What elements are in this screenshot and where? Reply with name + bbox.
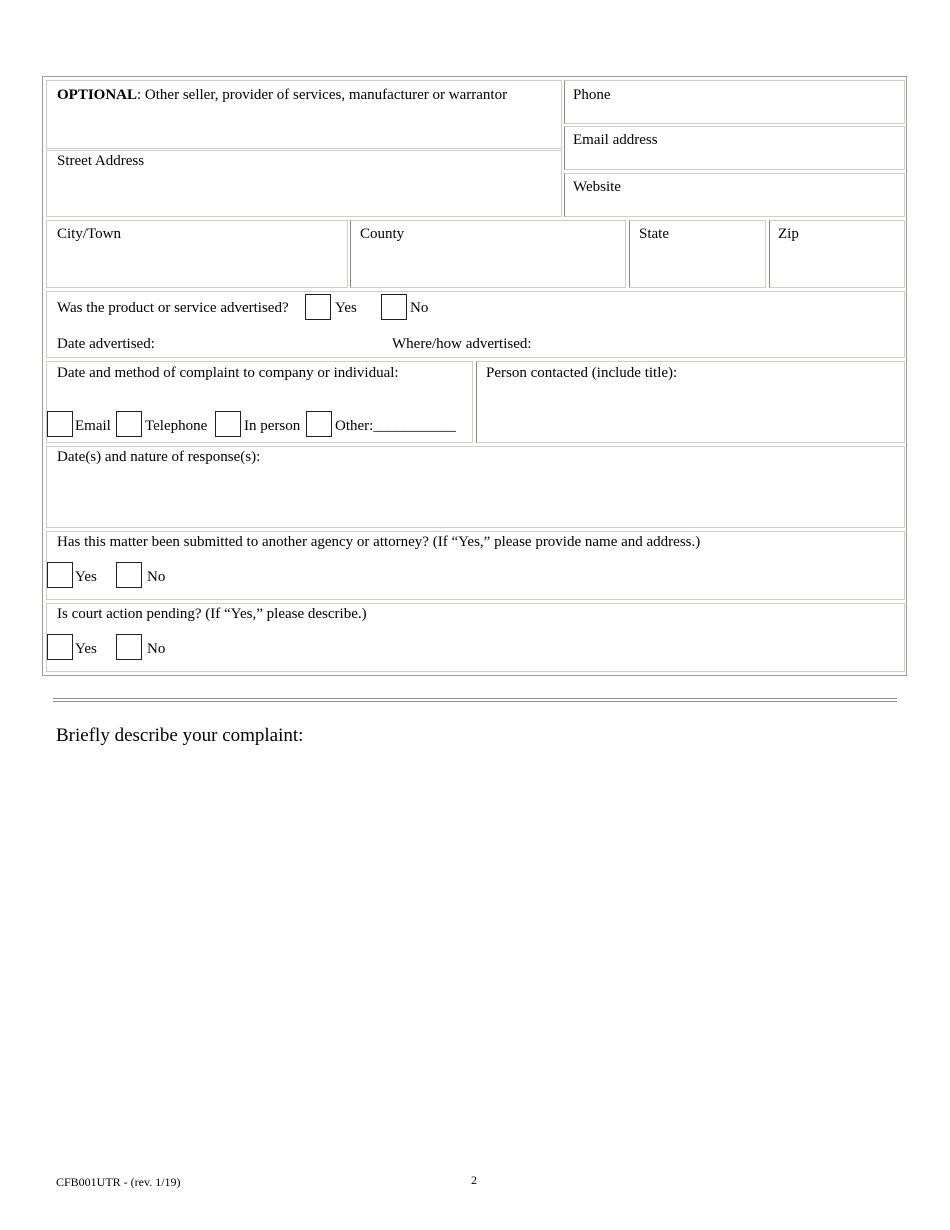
phone-field[interactable] xyxy=(564,80,905,124)
response-label: Date(s) and nature of response(s): xyxy=(57,449,261,465)
court-action-label: Is court action pending? (If “Yes,” please describe.) xyxy=(57,606,367,622)
phone-label: Phone xyxy=(573,87,611,103)
city-label: City/Town xyxy=(57,226,121,242)
zip-label: Zip xyxy=(778,226,799,242)
method-other-checkbox[interactable] xyxy=(306,411,332,437)
method-other-label: Other:___________ xyxy=(335,418,456,434)
county-label: County xyxy=(360,226,405,242)
advertised-yes-checkbox[interactable] xyxy=(305,294,331,320)
court-action-no-checkbox[interactable] xyxy=(116,634,142,660)
advertised-question: Was the product or service advertised? xyxy=(57,300,289,316)
state-field[interactable] xyxy=(629,220,766,288)
method-email-checkbox[interactable] xyxy=(47,411,73,437)
complaint-form-table xyxy=(42,76,907,676)
method-telephone-checkbox[interactable] xyxy=(116,411,142,437)
other-agency-no-checkbox[interactable] xyxy=(116,562,142,588)
other-agency-yes-checkbox[interactable] xyxy=(47,562,73,588)
method-in-person-checkbox[interactable] xyxy=(215,411,241,437)
city-field[interactable] xyxy=(46,220,348,288)
other-agency-label: Has this matter been submitted to another agency or attorney? (If “Yes,” please provide name and address.) xyxy=(57,534,701,550)
optional-label: OPTIONAL: Other seller, provider of services, manufacturer or warrantor xyxy=(57,87,508,103)
advertised-yes-label: Yes xyxy=(335,300,357,316)
method-in-person-label: In person xyxy=(244,418,301,434)
county-field[interactable] xyxy=(350,220,626,288)
person-contacted-field[interactable] xyxy=(476,361,905,443)
other-agency-section xyxy=(46,531,905,600)
state-label: State xyxy=(639,226,669,242)
section-divider xyxy=(53,698,897,702)
method-email-label: Email xyxy=(75,418,111,434)
email-address-field[interactable] xyxy=(564,126,905,170)
street-address-field[interactable] xyxy=(46,150,562,217)
page-number: 2 xyxy=(471,1173,477,1187)
response-field[interactable] xyxy=(46,446,905,528)
court-action-section xyxy=(46,603,905,672)
brief-complaint-label: Briefly describe your complaint: xyxy=(56,725,304,746)
street-address-label: Street Address xyxy=(57,153,145,169)
other-agency-yes-label: Yes xyxy=(75,569,97,585)
advertised-no-label: No xyxy=(410,300,429,316)
website-field[interactable] xyxy=(564,173,905,217)
advertised-no-checkbox[interactable] xyxy=(381,294,407,320)
zip-field[interactable] xyxy=(769,220,905,288)
website-label: Website xyxy=(573,179,621,195)
person-contacted-label: Person contacted (include title): xyxy=(486,365,678,381)
date-advertised-label: Date advertised: xyxy=(57,336,155,352)
court-action-yes-checkbox[interactable] xyxy=(47,634,73,660)
advertised-section xyxy=(46,291,905,358)
court-action-no-label: No xyxy=(147,641,166,657)
vendor-name-field[interactable] xyxy=(46,80,562,149)
other-agency-no-label: No xyxy=(147,569,166,585)
form-id: CFB001UTR - (rev. 1/19) xyxy=(56,1175,181,1189)
email-address-label: Email address xyxy=(573,132,658,148)
method-telephone-label: Telephone xyxy=(145,418,208,434)
complaint-method-section xyxy=(46,361,473,443)
where-advertised-label: Where/how advertised: xyxy=(392,336,532,352)
complaint-description-area[interactable] xyxy=(53,760,897,1150)
complaint-method-label: Date and method of complaint to company or individual: xyxy=(57,365,399,381)
court-action-yes-label: Yes xyxy=(75,641,97,657)
